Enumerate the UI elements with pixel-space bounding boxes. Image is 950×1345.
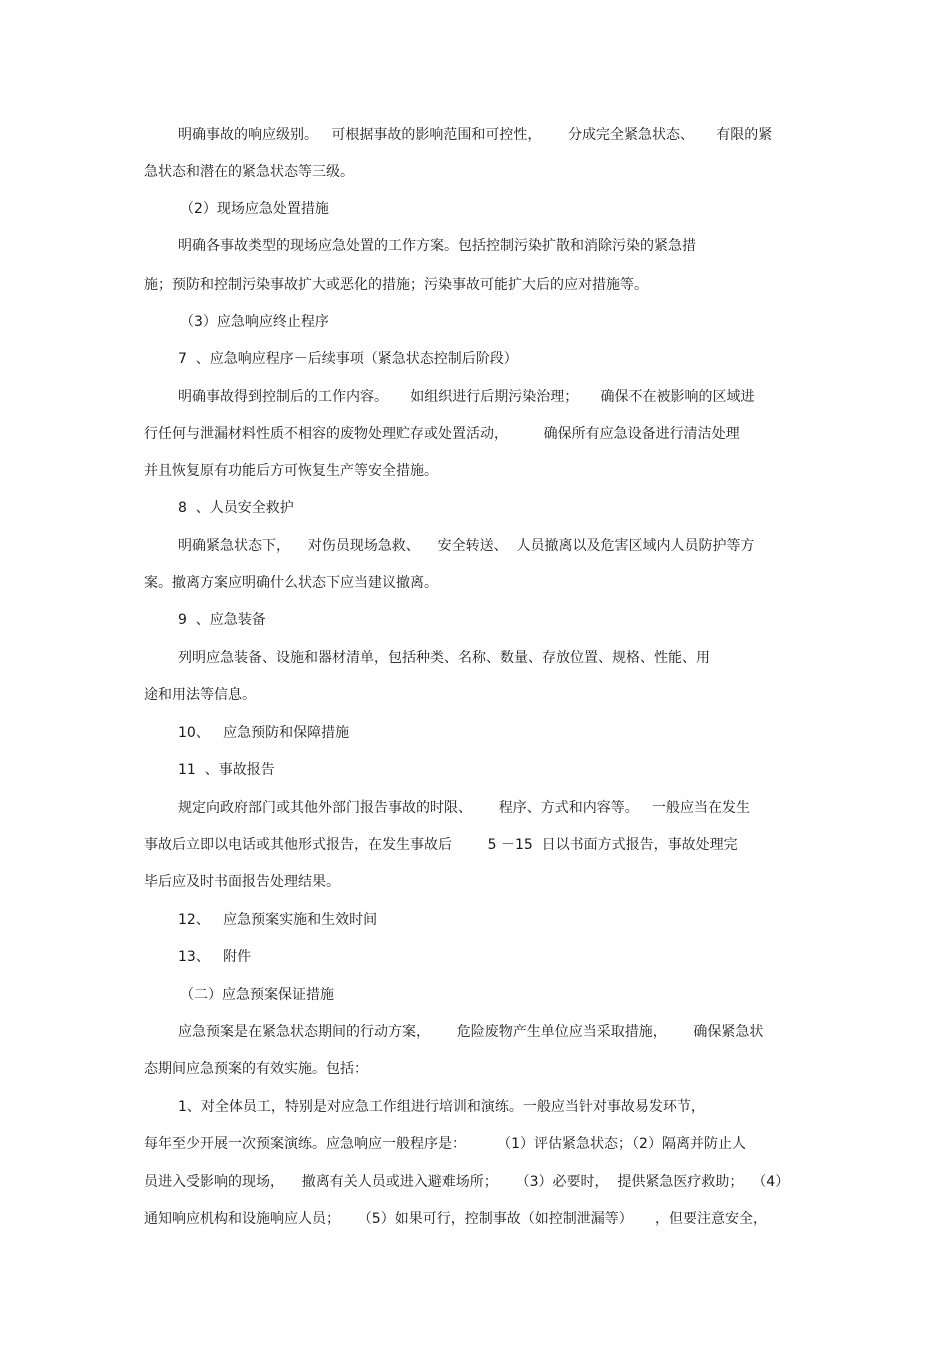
section-heading: 11 、事故报告 <box>178 762 275 778</box>
text-line: 毕后应及时书面报告处理结果。 <box>144 874 340 890</box>
section-heading: 9 、应急装备 <box>178 612 266 628</box>
section-heading: 13、 附件 <box>178 949 252 965</box>
text-line: 行任何与泄漏材料性质不相容的废物处理贮存或处置活动， 确保所有应急设备进行清洁处理 <box>144 426 740 442</box>
section-heading: （二）应急预案保证措施 <box>180 987 334 1003</box>
text-line: 员进入受影响的现场， 撤离有关人员或进入避难场所； （3）必要时， 提供紧急医疗救助； （4） <box>144 1174 790 1190</box>
section-heading: 7 、应急响应程序－后续事项（紧急状态控制后阶段） <box>178 351 518 367</box>
text-line: 每年至少开展一次预案演练。应急响应一般程序是： （1）评估紧急状态；（2）隔离并防止人 <box>144 1136 746 1152</box>
section-heading: （2）现场应急处置措施 <box>180 201 329 217</box>
text-line: 事故后立即以电话或其他形式报告，在发生事故后 5 －15 日以书面方式报告，事故处理完 <box>144 837 738 853</box>
text-line: 应急预案是在紧急状态期间的行动方案， 危险废物产生单位应当采取措施， 确保紧急状 <box>178 1024 764 1040</box>
text-line: 规定向政府部门或其他外部门报告事故的时限、 程序、方式和内容等。 一般应当在发生 <box>178 800 751 816</box>
text-line: 急状态和潜在的紧急状态等三级。 <box>144 164 354 180</box>
text-line: 并且恢复原有功能后方可恢复生产等安全措施。 <box>144 463 438 479</box>
section-heading: 12、 应急预案实施和生效时间 <box>178 912 378 928</box>
text-line: 明确各事故类型的现场应急处置的工作方案。包括控制污染扩散和消除污染的紧急措 <box>178 238 696 254</box>
text-line: 明确事故的响应级别。 可根据事故的影响范围和可控性， 分成完全紧急状态、 有限的紧 <box>178 127 773 143</box>
text-line: 明确紧急状态下， 对伤员现场急救、 安全转送、 人员撤离以及危害区域内人员防护等方 <box>178 538 755 554</box>
text-line: 施；预防和控制污染事故扩大或恶化的措施；污染事故可能扩大后的应对措施等。 <box>144 277 648 293</box>
text-line: 列明应急装备、设施和器材清单，包括种类、名称、数量、存放位置、规格、性能、用 <box>178 650 710 666</box>
text-line: 明确事故得到控制后的工作内容。 如组织进行后期污染治理； 确保不在被影响的区域进 <box>178 389 755 405</box>
text-line: 途和用法等信息。 <box>144 687 256 703</box>
section-heading: （3）应急响应终止程序 <box>180 314 329 330</box>
text-line: 案。撤离方案应明确什么状态下应当建议撤离。 <box>144 575 438 591</box>
section-heading: 8 、人员安全救护 <box>178 500 294 516</box>
section-heading: 10、 应急预防和保障措施 <box>178 725 350 741</box>
text-line: 通知响应机构和设施响应人员； （5）如果可行，控制事故（如控制泄漏等） ，但要注意安全， <box>144 1211 767 1227</box>
text-line: 态期间应急预案的有效实施。包括： <box>144 1061 368 1077</box>
text-line: 1、对全体员工，特别是对应急工作组进行培训和演练。一般应当针对事故易发环节， <box>178 1099 705 1115</box>
